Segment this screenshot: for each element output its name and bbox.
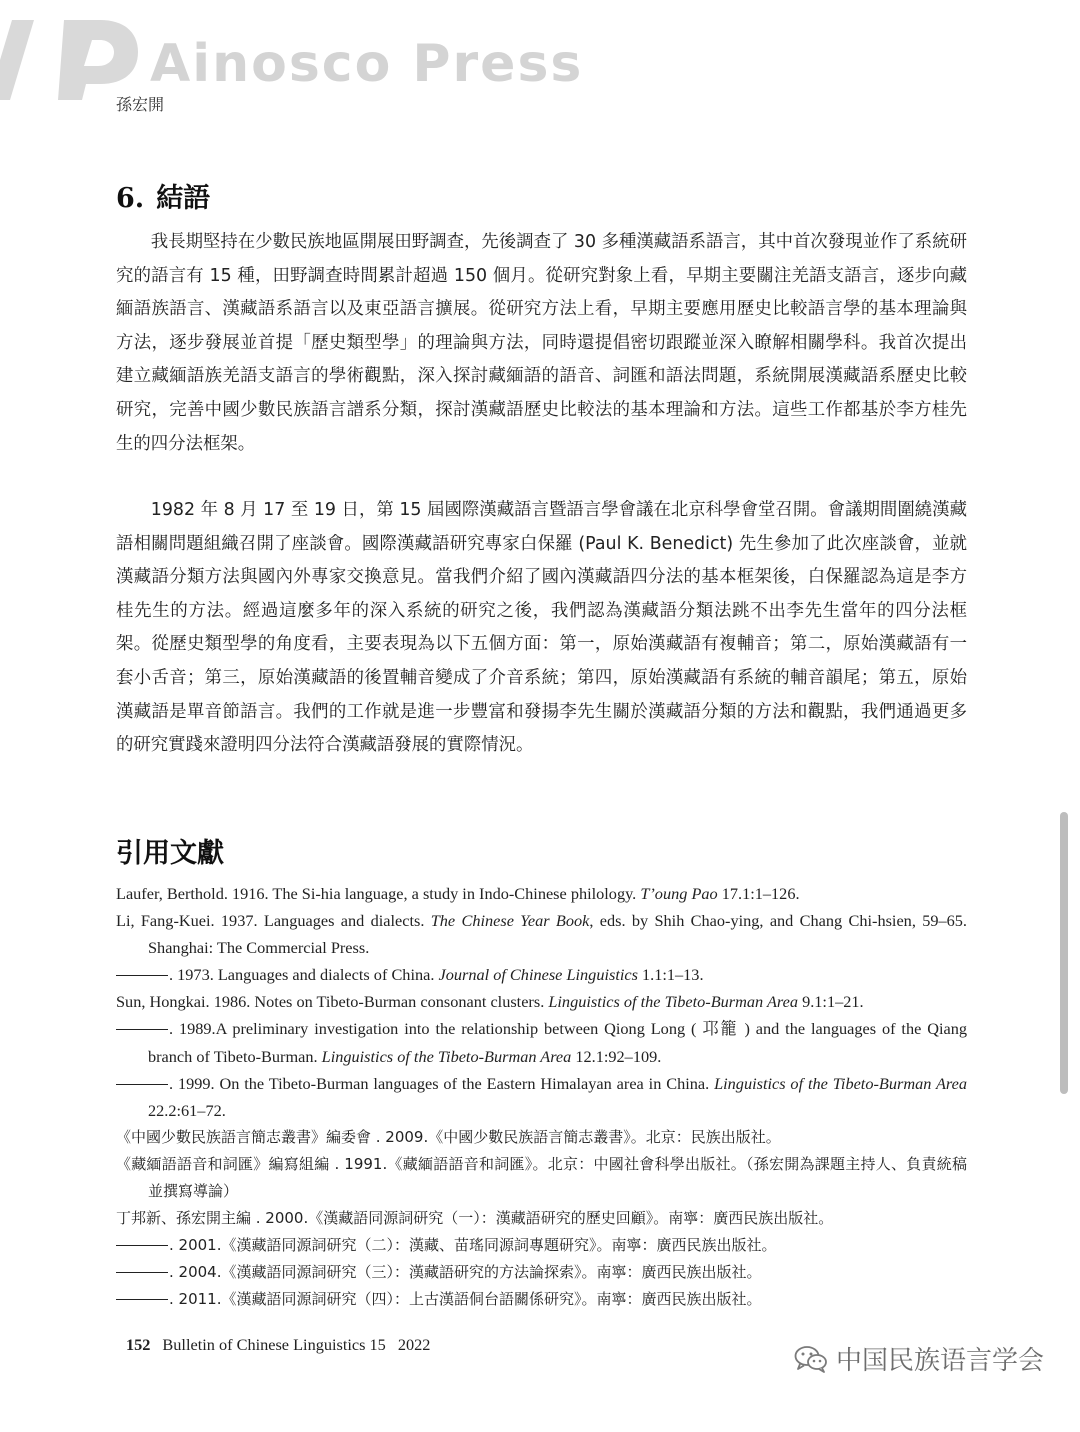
reference-item: [116, 1151, 967, 1205]
reference-text: . 2001.《漢藏語同源詞研究（二）：漢藏、苗瑤同源詞專題研究》。南寧：廣西民族出版社。: [169, 1236, 777, 1255]
ditto-dash: [116, 1245, 168, 1246]
reference-item: [116, 961, 967, 988]
reference-item: [116, 880, 967, 907]
ditto-dash: [116, 1084, 168, 1085]
reference-text: Sun, Hongkai. 1986. Notes on Tibeto-Burman consonant clusters.: [116, 992, 549, 1012]
running-header-author: 孫宏開: [116, 95, 165, 114]
wechat-icon: [794, 1345, 828, 1373]
section-title: 結語: [156, 183, 211, 214]
press-name-watermark: Ainosco Press: [150, 34, 584, 94]
ditto-dash: [116, 1029, 168, 1030]
section-heading: [116, 176, 210, 215]
reference-source: Linguistics of the Tibeto-Burman Area: [714, 1073, 967, 1093]
reference-source: Linguistics of the Tibeto-Burman Area: [321, 1046, 572, 1066]
reference-text: . 1973. Languages and dialects of China.: [169, 965, 439, 985]
reference-item: [116, 1286, 967, 1313]
reference-item: [116, 907, 967, 961]
reference-item: [116, 1205, 967, 1232]
reference-item: [116, 1124, 967, 1151]
reference-item: [116, 1232, 967, 1259]
watermark-text: 中国民族语言学会: [835, 1346, 1044, 1376]
ditto-dash: [116, 975, 168, 976]
body-paragraph: 我長期堅持在少數民族地區開展田野調查，先後調查了 30 多種漢藏語系語言，其中首次發現並作了系統研究的語言有 15 種，田野調查時間累計超過 150 個月。從研究對象上看，早期主要關注羌語支語言，逐步向藏緬語族語言、漢藏語系語言以及東亞語言擴展。從研究方法上看，早期主要應用歷史比較語言學的基本理論與方法，逐步發展並首提「歷史類型學」的理論與方法，同時還提倡密切跟蹤並深入瞭解相關學科。我首次提出建立藏緬語族羌語支語言的學術觀點，深入探討藏緬語的語音、詞匯和語法問題，系統開展漢藏語系歷史比較研究，完善中國少數民族語言譜系分類，探討漢藏語歷史比較法的基本理論和方法。這些工作都基於李方桂先生的四分法框架。: [116, 232, 967, 454]
section-number: 6.: [116, 183, 145, 214]
reference-details: , eds. by Shih Chao-ying, and Chang Chi-hsien, 59–65. Shanghai: The Commercial Press.: [148, 911, 967, 958]
ditto-dash: [116, 1272, 168, 1273]
scrollbar-thumb[interactable]: [1060, 812, 1068, 1094]
reference-details: 17.1:1–126.: [717, 884, 800, 903]
reference-text: 《藏緬語語音和詞匯》編寫組編 . 1991.《藏緬語語音和詞匯》。北京：中國社會科學出版社。（孫宏開為課題主持人、負責統稿並撰寫導論）: [116, 1154, 967, 1201]
reference-item: [116, 1070, 967, 1124]
reference-source: The Chinese Year Book: [430, 911, 590, 931]
journal-year: 2022: [397, 1335, 431, 1354]
page-number: 152: [126, 1335, 151, 1354]
reference-details: 1.1:1–13.: [637, 965, 704, 985]
references-heading: 引用文獻: [116, 838, 224, 869]
reference-text: . 2011.《漢藏語同源詞研究（四）：上古漢語侗台語關係研究》。南寧：廣西民族出版社。: [169, 1290, 762, 1309]
reference-text: . 1999. On the Tibeto-Burman languages of the Eastern Himalayan area in China.: [169, 1073, 715, 1093]
reference-text: 《中國少數民族語言簡志叢書》編委會 . 2009.《中國少數民族語言簡志叢書》。北京：民族出版社。: [116, 1127, 781, 1146]
reference-item: [116, 988, 967, 1015]
journal-name: Bulletin of Chinese Linguistics 15: [162, 1335, 386, 1354]
ditto-dash: [116, 1299, 168, 1300]
reference-text: Li, Fang-Kuei. 1937. Languages and dialects.: [116, 911, 431, 931]
reference-source: Journal of Chinese Linguistics: [438, 965, 638, 985]
reference-text: . 1989.A preliminary investigation into the relationship between Qiong Long ( 邛籠 ) and the languages of the Qiang branch of Tibeto-Burman.: [148, 1019, 967, 1066]
body-paragraph: 1982 年 8 月 17 至 19 日，第 15 屆國際漢藏語言暨語言學會議在北京科學會堂召開。會議期間圍繞漢藏語相關問題組織召開了座談會。國際漢藏語研究專家白保羅 (Paul K. Benedict) 先生參加了此次座談會，並就漢藏語分類方法與國內外專家交換意見。當我們介紹了國內漢藏語四分法的基本框架後，白保羅認為這是李方桂先生的方法。經過這麼多年的深入系統的研究之後，我們認為漢藏語分類法跳不出李先生當年的四分法框架。從歷史類型學的角度看，主要表現為以下五個方面：第一，原始漢藏語有複輔音；第二，原始漢藏語有一套小舌音；第三，原始漢藏語的後置輔音變成了介音系統；第四，原始漢藏語有系統的輔音韻尾；第五，原始漢藏語是單音節語言。我們的工作就是進一步豐富和發揚李先生關於漢藏語分類的方法和觀點，我們通過更多的研究實踐來證明四分法符合漢藏語發展的實際情況。: [116, 500, 967, 756]
reference-details: 22.2:61–72.: [148, 1100, 226, 1120]
page-footer: [126, 1335, 430, 1355]
reference-text: . 2004.《漢藏語同源詞研究（三）：漢藏語研究的方法論探索》。南寧：廣西民族出版社。: [169, 1263, 762, 1282]
references-list: [116, 880, 967, 1314]
reference-item: [116, 1259, 967, 1286]
reference-text: 丁邦新、孫宏開主編 . 2000.《漢藏語同源詞研究（一）：漢藏語研究的歷史回顧》。南寧：廣西民族出版社。: [116, 1209, 834, 1228]
reference-source: Linguistics of the Tibeto-Burman Area: [548, 992, 798, 1012]
reference-details: 9.1:1–21.: [798, 992, 864, 1012]
reference-source: T’oung Pao: [640, 884, 718, 903]
reference-text: Laufer, Berthold. 1916. The Si-hia language, a study in Indo-Chinese philology.: [116, 884, 641, 903]
wechat-watermark: [794, 1340, 1044, 1377]
reference-item: [116, 1015, 967, 1069]
reference-details: 12.1:92–109.: [571, 1046, 662, 1066]
